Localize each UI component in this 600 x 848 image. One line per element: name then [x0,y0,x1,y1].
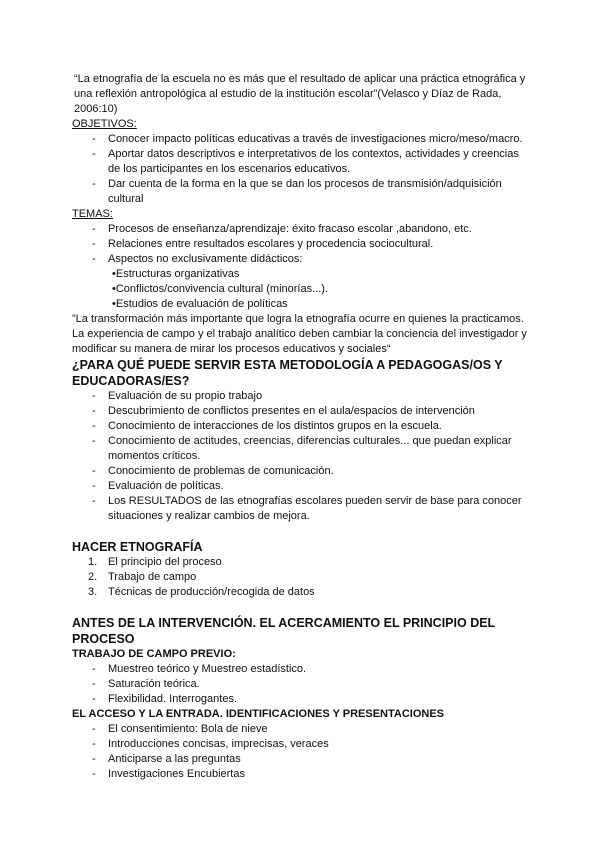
objetivos-heading: OBJETIVOS: [72,118,137,130]
list-item: - Evaluación de políticas. [72,479,534,494]
list-item: - Los RESULTADOS de las etnografías escolares pueden servir de base para conocer situaciones y realizar cambios de mejora. [72,494,534,524]
list-item: - Aspectos no exclusivamente didácticos: [72,252,534,267]
list-item: - Anticiparse a las preguntas [72,752,534,767]
para-que-heading: ¿PARA QUÉ PUEDE SERVIR ESTA METODOLOGÍA A PEDAGOGAS/OS Y EDUCADORAS/ES? [72,358,503,388]
trabajo-campo-subheading: TRABAJO DE CAMPO PREVIO: [72,648,236,660]
transformation-quote: ”La transformación más importante que logra la etnografía ocurre en quienes la practicamos. La experiencia de campo y el trabajo analítico deben cambiar la conciencia del investigador y modificar su manera de mirar los procesos educativos y sociales“ [72,313,527,355]
list-item: - Dar cuenta de la forma en la que se dan los procesos de transmisión/adquisición cultural [72,177,534,207]
acceso-heading: EL ACCESO Y LA ENTRADA. IDENTIFICACIONES Y PRESENTACIONES [72,708,445,720]
list-item: - Procesos de enseñanza/aprendizaje: éxito fracaso escolar ,abandono, etc. [72,222,534,237]
list-item: - Flexibilidad. Interrogantes. [72,692,534,707]
hacer-list [72,555,534,600]
item-text: Técnicas de producción/recogida de datos [108,586,315,598]
sub-item: •Estructuras organizativas [112,268,240,280]
list-item: - Investigaciones Encubiertas [72,767,534,782]
item-number: 1. [88,556,98,568]
list-item: - Conocimiento de problemas de comunicación. [72,464,534,479]
item-number: 3. [88,586,98,598]
intro-quote: “La etnografía de la escuela no es más que el resultado de aplicar una práctica etnográfica y una reflexión antropológica al estudio de la institución escolar”(Velasco y Díaz de Rada, 2006:10) [74,73,526,115]
hacer-heading: HACER ETNOGRAFÍA [72,540,203,554]
list-item: - Conocer impacto políticas educativas a través de investigaciones micro/meso/macro. [72,132,534,147]
acceso-list [72,722,534,782]
list-item [72,570,534,585]
list-item: - Descubrimiento de conflictos presentes en el aula/espacios de intervención [72,404,534,419]
objetivos-list [72,132,534,207]
item-number: 2. [88,571,98,583]
list-item: - Conocimiento de actitudes, creencias, diferencias culturales... que puedan explicar momentos críticos. [72,434,534,464]
antes-heading: ANTES DE LA INTERVENCIÓN. EL ACERCAMIENTO EL PRINCIPIO DEL PROCESO [72,616,495,646]
temas-list [72,222,534,267]
list-item: - Muestreo teórico y Muestreo estadístico. [72,662,534,677]
sub-item: •Conflictos/convivencia cultural (minorías...). [112,283,328,295]
list-item [72,555,534,570]
list-item: - Relaciones entre resultados escolares y procedencia sociocultural. [72,237,534,252]
list-item: - Saturación teórica. [72,677,534,692]
item-text: El principio del proceso [108,556,222,568]
list-item [72,585,534,600]
sub-item: •Estudios de evaluación de políticas [112,298,288,310]
list-item: - Conocimiento de interacciones de los distintos grupos en la escuela. [72,419,534,434]
list-item: - Introducciones concisas, imprecisas, veraces [72,737,534,752]
temas-heading: TEMAS: [72,208,113,220]
para-que-list [72,389,534,524]
list-item: - Evaluación de su propio trabajo [72,389,534,404]
list-item: - Aportar datos descriptivos e interpretativos de los contextos, actividades y creencias de los participantes en los escenarios educativos. [72,147,534,177]
item-text: Trabajo de campo [108,571,197,583]
antes-list [72,662,534,707]
list-item: - El consentimiento: Bola de nieve [72,722,534,737]
